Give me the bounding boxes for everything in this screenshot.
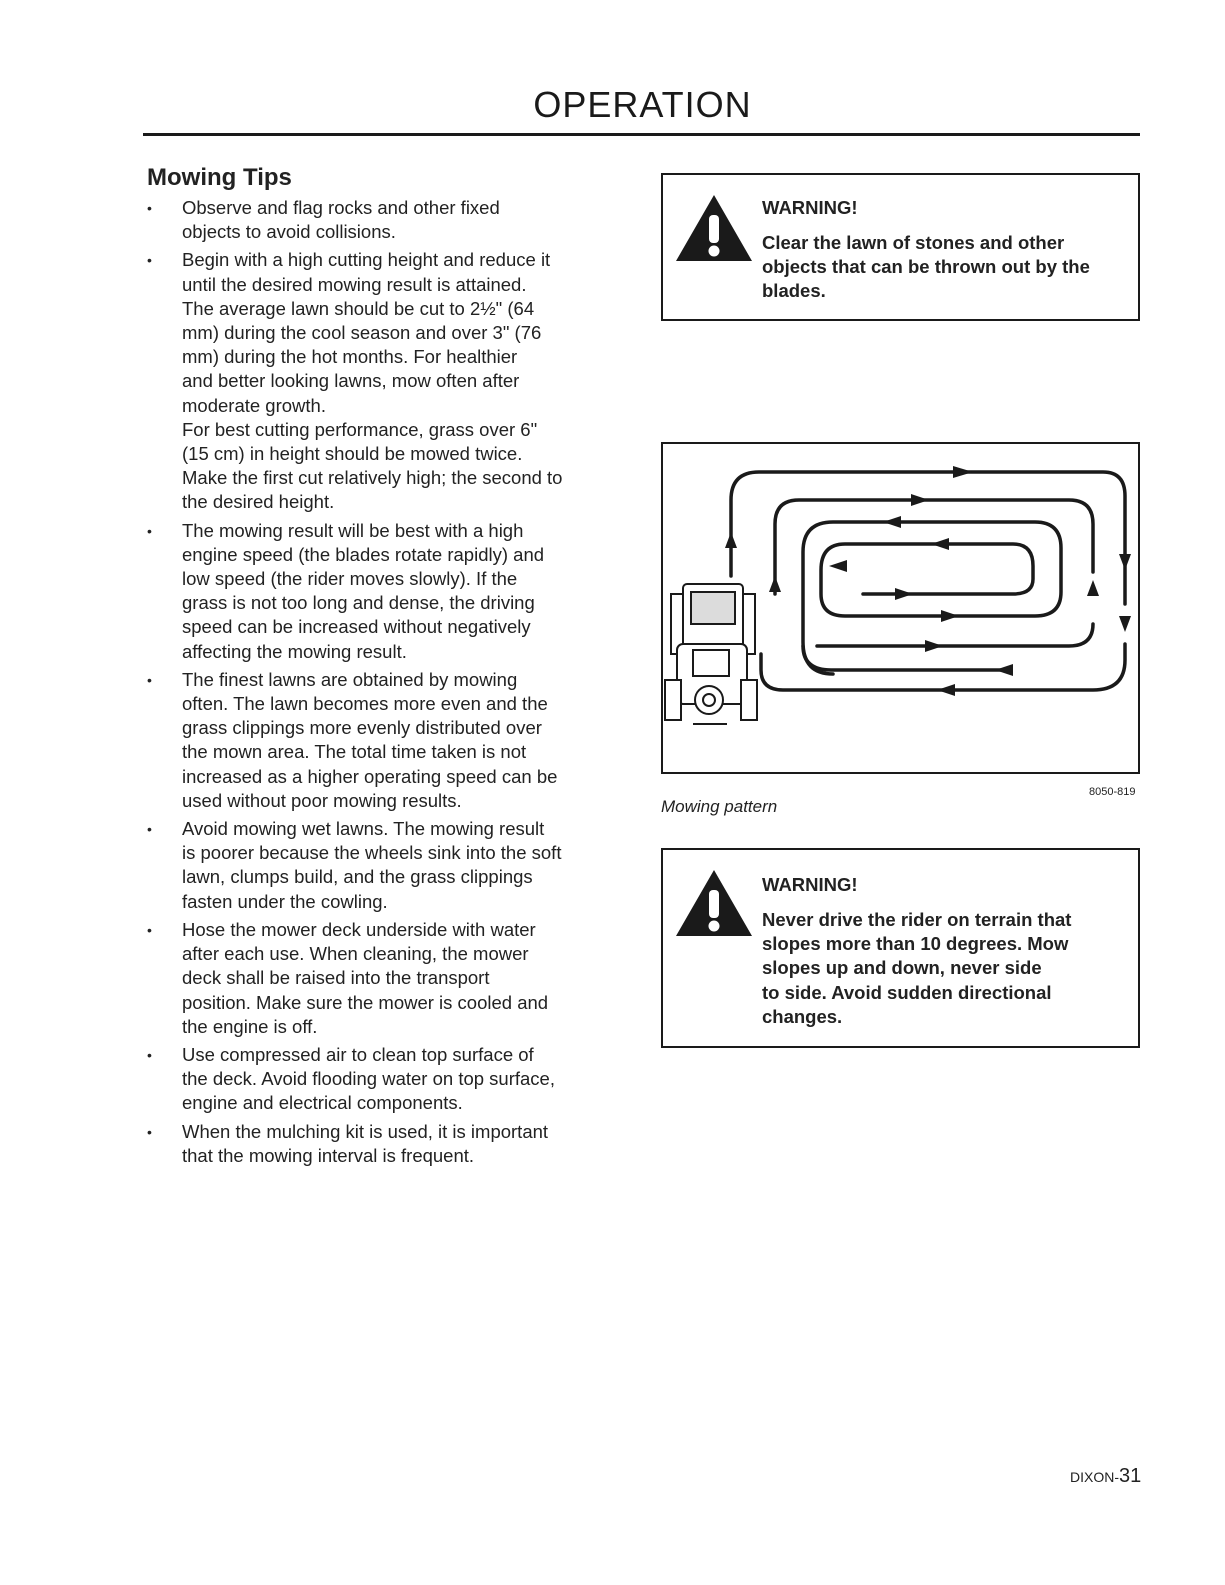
warning-line: changes. — [762, 1005, 843, 1027]
tip-line: When the mulching kit is used, it is important — [182, 1120, 549, 1142]
tip-line: Hose the mower deck underside with water — [182, 918, 536, 940]
tip-line: position. Make sure the mower is cooled and — [182, 991, 549, 1013]
warning-line: slopes up and down, never side — [762, 957, 1042, 979]
list-item — [147, 918, 597, 1039]
figure-code: 8050-819 — [1089, 786, 1136, 798]
rider-mower-icon — [665, 584, 757, 724]
page-number-value: 31 — [1119, 1465, 1142, 1487]
bullet-icon: • — [147, 921, 152, 938]
warning-line: slopes more than 10 degrees. Mow — [762, 933, 1069, 955]
warning-text — [762, 908, 1127, 1029]
mowing-pattern-illustration — [663, 444, 1138, 772]
list-item — [147, 196, 597, 244]
tip-line: engine speed (the blades rotate rapidly) and — [182, 543, 545, 565]
tip-line: For best cutting performance, grass over 6" — [182, 418, 538, 440]
warning-triangle-icon — [674, 193, 754, 263]
title-divider — [143, 133, 1140, 136]
page-number — [1070, 1465, 1141, 1488]
mowing-tips-list — [147, 196, 597, 1168]
warning-line: objects that can be thrown out by the — [762, 256, 1090, 278]
tip-line: used without poor mowing results. — [182, 789, 462, 811]
tip-line: affecting the mowing result. — [182, 640, 407, 662]
list-item — [147, 519, 597, 664]
tip-line: objects to avoid collisions. — [182, 221, 396, 243]
tip-line: The finest lawns are obtained by mowing — [182, 668, 518, 690]
warning-title: WARNING! — [762, 197, 858, 218]
warning-title: WARNING! — [762, 874, 858, 895]
warning-triangle-icon — [674, 868, 754, 938]
warning-box-slopes — [661, 848, 1140, 1048]
tip-line: is poorer because the wheels sink into the soft — [182, 842, 562, 864]
list-item — [147, 248, 597, 514]
list-item — [147, 817, 597, 914]
bullet-icon: • — [147, 671, 152, 688]
tip-line: The average lawn should be cut to 2½" (64 — [182, 297, 535, 319]
tip-line: Observe and flag rocks and other fixed — [182, 197, 500, 218]
tip-line: the desired height. — [182, 491, 335, 513]
tip-line: until the desired mowing result is attained. — [182, 273, 527, 295]
tip-line: Begin with a high cutting height and reduce it — [182, 249, 551, 271]
bullet-icon: • — [147, 522, 152, 539]
page-title: OPERATION — [533, 84, 752, 125]
tip-line: The mowing result will be best with a high — [182, 519, 524, 541]
list-item — [147, 1043, 597, 1116]
tip-line: grass is not too long and dense, the driving — [182, 592, 535, 614]
tip-line: moderate growth. — [182, 394, 326, 416]
tip-line: (15 cm) in height should be mowed twice. — [182, 443, 523, 465]
mowing-pattern-diagram — [661, 442, 1140, 774]
tip-line: increased as a higher operating speed can be — [182, 765, 558, 787]
warning-box-stones — [661, 173, 1140, 321]
warning-text — [762, 231, 1127, 304]
section-heading: Mowing Tips — [147, 164, 292, 191]
bullet-icon: • — [147, 252, 152, 269]
tip-line: speed can be increased without negatively — [182, 616, 531, 638]
figure-caption: Mowing pattern — [661, 797, 778, 816]
bullet-icon: • — [147, 200, 152, 216]
tip-line: mm) during the cool season and over 3" (76 — [182, 322, 542, 344]
bullet-icon: • — [147, 821, 152, 838]
bullet-icon: • — [147, 1123, 152, 1140]
tip-line: Use compressed air to clean top surface of — [182, 1043, 534, 1065]
warning-line: blades. — [762, 280, 826, 302]
tip-line: the deck. Avoid flooding water on top surface, — [182, 1068, 555, 1090]
tip-line: after each use. When cleaning, the mower — [182, 943, 529, 965]
tip-line: Make the first cut relatively high; the second to — [182, 467, 563, 489]
list-item — [147, 668, 597, 813]
tip-line: deck shall be raised into the transport — [182, 967, 490, 989]
tip-line: often. The lawn becomes more even and the — [182, 693, 548, 715]
tip-line: lawn, clumps build, and the grass clippings — [182, 866, 533, 888]
tip-line: the mown area. The total time taken is not — [182, 741, 527, 763]
tip-line: engine and electrical components. — [182, 1092, 463, 1114]
list-item — [147, 1120, 597, 1168]
tip-line: low speed (the rider moves slowly). If the — [182, 568, 518, 590]
tip-line: the engine is off. — [182, 1015, 318, 1037]
tip-line: grass clippings more evenly distributed over — [182, 717, 542, 739]
page-number-prefix: DIXON- — [1070, 1469, 1119, 1485]
tip-line: fasten under the cowling. — [182, 890, 388, 912]
tip-line: mm) during the hot months. For healthier — [182, 346, 518, 368]
tip-line: and better looking lawns, mow often after — [182, 370, 520, 392]
tip-line: Avoid mowing wet lawns. The mowing result — [182, 818, 545, 840]
warning-line: Never drive the rider on terrain that — [762, 909, 1072, 930]
bullet-icon: • — [147, 1046, 152, 1063]
warning-line: to side. Avoid sudden directional — [762, 981, 1052, 1003]
tip-line: that the mowing interval is frequent. — [182, 1144, 475, 1166]
warning-line: Clear the lawn of stones and other — [762, 232, 1065, 253]
